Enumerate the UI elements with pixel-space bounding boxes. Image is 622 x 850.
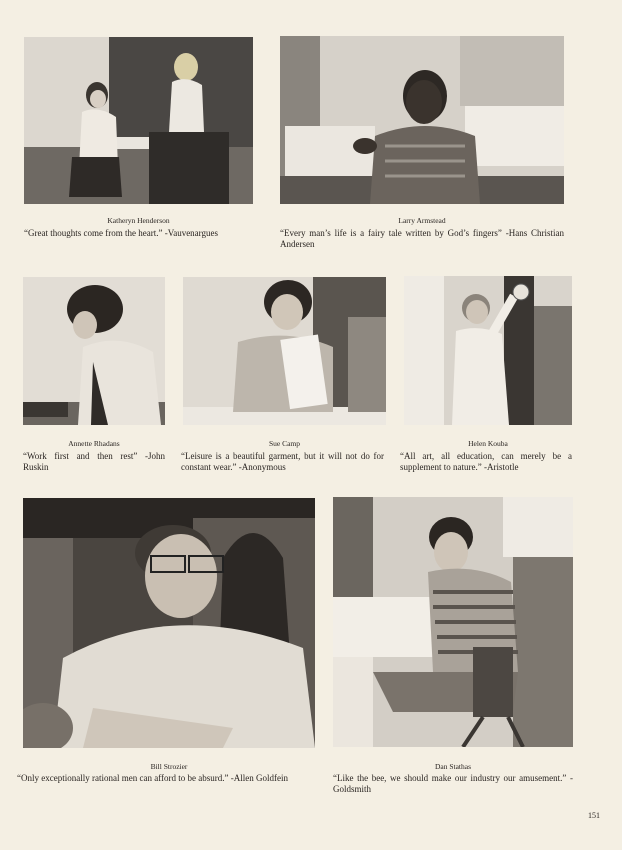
profile-quote: “Great thoughts come from the heart.” -Vauvenargues: [24, 228, 219, 238]
photo-image: [24, 37, 253, 204]
photo-image: [23, 277, 165, 425]
photo-image: [404, 276, 572, 425]
profile-quote: “Only exceptionally rational men can afford to be absurd.” -Allen Goldfein: [17, 773, 288, 783]
profile-name: Katheryn Henderson: [107, 216, 170, 225]
profile-quote: “Leisure is a beautiful garment, but it will not do for constant wear.” -Anonymous: [181, 451, 384, 472]
photo-annette-rhadans: [23, 277, 165, 425]
photo-dan-stathas: [333, 497, 573, 747]
photo-bill-strozier: [23, 498, 315, 748]
profile-name: Annette Rhadans: [68, 439, 120, 448]
profile-name: Helen Kouba: [468, 439, 508, 448]
profile-quote: “Every man’s life is a fairy tale written by God’s fingers” -Hans Christian Andersen: [280, 228, 564, 249]
profile-quote: “Like the bee, we should make our industry our amusement.” -Goldsmith: [333, 773, 573, 794]
photo-sue-camp: [183, 277, 386, 425]
profile-quote: “Work first and then rest” -John Ruskin: [23, 451, 165, 472]
profile-name: Bill Strozier: [150, 762, 188, 771]
profile-quote: “All art, all education, can merely be a supplement to nature.” -Aristotle: [400, 451, 572, 472]
profile-name: Dan Stathas: [434, 762, 472, 771]
page-number: 151: [588, 811, 600, 820]
photo-image: [333, 497, 573, 747]
photo-image: [23, 498, 315, 748]
photo-image: [183, 277, 386, 425]
profile-name: Sue Camp: [268, 439, 301, 448]
photo-katheryn-henderson: [24, 37, 253, 204]
photo-helen-kouba: [404, 276, 572, 425]
profile-name: Larry Armstead: [398, 216, 446, 225]
photo-image: [280, 36, 564, 204]
photo-larry-armstead: [280, 36, 564, 204]
